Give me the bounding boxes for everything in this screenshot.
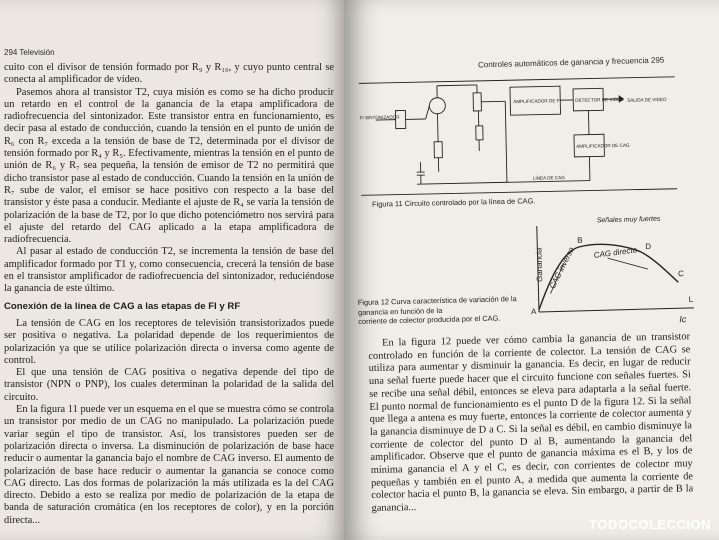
left-running-head: 294 Televisión — [4, 48, 55, 57]
left-paragraph-2: Pasemos ahora al transistor T2, cuya misión es como se ha dicho producir un retardo en el control de la ganancia de la etapa amplificadora de radiofrecuencia del sintonizador. Este transistor entra en funcionamiento, es decir pasa al estado de conducción, cuando la tensión en el punto de unión de R₆ con R₇ exceda a la tensión de base de T2, determinada por el divisor de tensión formado por R₄ y R₅. Efectivamente, mientras la tensión en el punto de unión de R₆ y R₇ sea pequeña, la tensión de emisor de T2 no permitirá que dicho transistor pase al estado de conducción. Cuando la tensión en la unión de R₇ sube de valor, el emisor se hace positivo con respecto a la base del transistor y éste pasa a conducir. Mediante el ajuste de R₄ se varía la tensión de polarización de la base de T2, por lo que dicho potenciómetro nos servirá para el ajuste del retardo del CAG aplicado a la etapa amplificadora de radiofrecuencia. — [4, 86, 334, 246]
resistor-2 — [476, 126, 483, 140]
resistor-1 — [434, 142, 442, 158]
x-axis-label: Ic — [679, 314, 687, 325]
video-output-label: SALIDA DE VIDEO — [627, 96, 667, 103]
fi-amplifier-label: AMPLIFICADOR DE FI — [513, 98, 561, 105]
schematic-top-rule — [359, 77, 675, 84]
left-paragraph-6: En la figura 11 puede ver un esquema en el que se muestra cómo se controla un transistor por medio de un CAG no manipulado. La polarización puede variar según el tipo de transistor. Así, los transistores pueden ser de polarización directa o inversa. La disminución de polarización de base hace reducir o aumentar la ganancia bajo el nombre de CAG inverso. El aumento de polarización de base hace reducir o aumentar la ganancia se conoce como CAG directo. Las dos formas de polarización la más utilizada es la del CAG directo. Debido a esto se realiza por medio de polarización de la etapa de banda de saturación cromática (en los receptores de color), y en la porción directa... — [4, 404, 334, 526]
left-paragraph-5: El que una tensión de CAG positiva o negativa depende del tipo de transistor (NPN o PNP), los cuales determinan la polaridad de la salida del circuito. — [4, 367, 334, 403]
right-running-head: Controles automáticos de ganancia y frecuencia 295 — [477, 55, 665, 70]
left-paragraph-1: cuito con el divisor de tensión formado por R₉ y R₁₀, y cuyo punto central se conecta al amplificador de vídeo. — [4, 62, 334, 86]
left-section-heading: Conexión de la línea de CAG a las etapas de FI y RF — [4, 300, 241, 312]
left-paragraph-4: La tensión de CAG en los receptores de televisión transistorizados puede ser positiva o negativa. La polaridad depende de los requerimientos de polarización ya que se utilice polarización directa o inversa como agente de control. — [4, 317, 334, 366]
figure-12-caption — [358, 294, 524, 327]
cag-direct-label: CAG directo — [593, 245, 638, 260]
y-axis-label: Ganancia — [534, 247, 545, 283]
fi-input-label: FI SINTONIZADOR — [359, 114, 400, 121]
point-a-label: A — [530, 307, 537, 317]
right-paragraph-1: En la figura 12 puede ver cómo cambia la ganancia de un transistor controlado en función de la corriente de colector. La tensión de CAG se utiliza para aumentar y disminuir la ganancia. Es decir, en lugar de reducir una señal fuerte puede hacer que el circuito funcione con señales fuertes. Si se recibe una señal débil, entonces se eleva para adaptarla a la señal fuerte. El punto normal de funcionamiento es el punto D de la figura 12. Si la señal que llega a antena es muy fuerte, entonces la corriente de colector aumenta y la ganancia disminuye de D a C. Si la señal es débil, en cambio disminuye la corriente de colector del punto D al B, aumentando la ganancia del amplificador. Observe que el punto de ganancia máxima es el B, y los de mínima ganancia el A y el C, es decir, con corrientes de colector muy pequeñas y también en el punto A, a medida que aumenta la corriente de colector hacia el punto B, la ganancia se eleva. Sin embargo, a partir de B la ganancia... — [368, 331, 694, 515]
left-paragraph-3: Al pasar al estado de conducción T2, se incrementa la tensión de base del amplificador formado por T1 y, como consecuencia, crecerá la tensión de base en el transistor amplificador de radiofrecuencia del sintonizador, reduciéndose la ganancia de este último. — [4, 246, 334, 295]
cag-amplifier-label: AMPLIFICADOR DE CAG — [576, 142, 630, 149]
watermark: TODOCOLECCION — [589, 517, 711, 532]
cag-direct-arrow — [608, 257, 648, 270]
transistor-symbol — [429, 98, 445, 114]
figure-11-caption: Figura 11 Circuito controlado por la línea de CAG. — [371, 196, 536, 209]
video-detector-label: DETECTOR DE VIDEO — [575, 96, 624, 103]
strong-signals-label: Señales muy fuertes — [596, 215, 661, 225]
right-page-body — [368, 331, 694, 516]
figure-12-caption-line-1: Figura 12 Curva característica de variación de la ganancia en función de la — [357, 294, 517, 317]
point-l-label: L — [688, 294, 694, 305]
point-d-label: D — [645, 241, 652, 252]
cag-line — [417, 181, 590, 185]
schematic-bottom-rule — [361, 189, 677, 196]
figure-12-caption-line-2: corriente de colector producida por el CAG. — [358, 313, 501, 327]
left-page-body — [4, 62, 334, 527]
coil — [473, 93, 481, 111]
left-page — [0, 0, 346, 540]
cag-line-label: LÍNEA DE CAG — [532, 175, 565, 181]
figure-11-schematic — [356, 70, 686, 205]
point-c-label: C — [677, 269, 684, 279]
x-axis — [539, 308, 694, 312]
point-b-label: B — [577, 235, 583, 245]
cag-inverse-label: CAG inverso — [547, 245, 577, 291]
figure-12-chart — [528, 212, 698, 330]
